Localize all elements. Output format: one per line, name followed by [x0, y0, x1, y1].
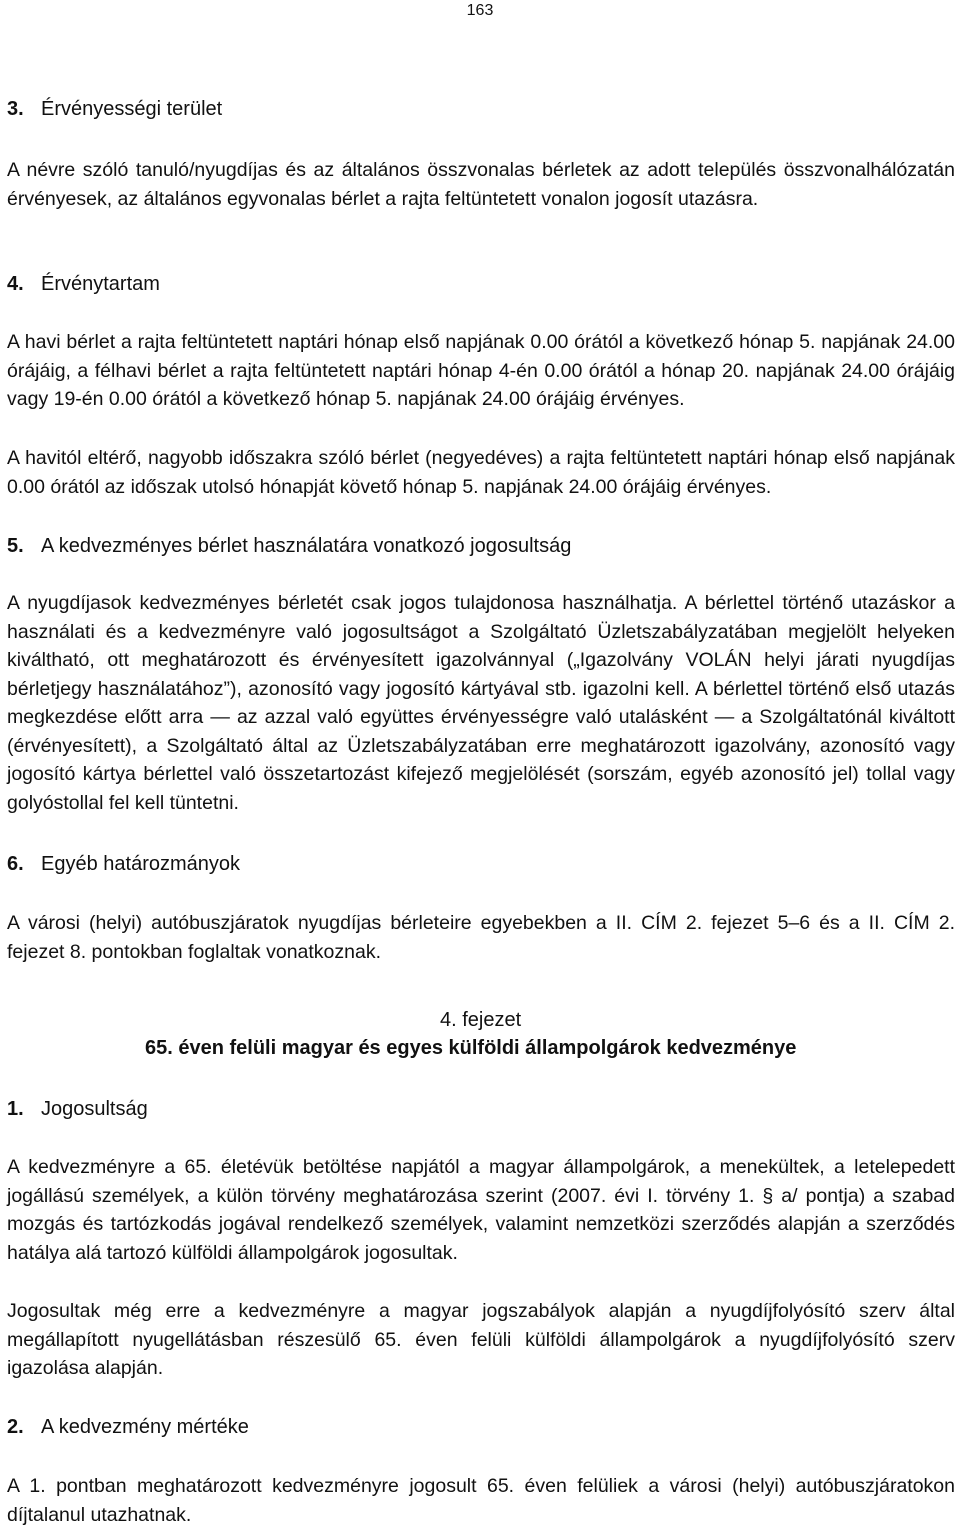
section-3-paragraph: A névre szóló tanuló/nyugdíjas és az általános összvonalas bérletek az adott település összvonalhálózatán érvényesek, az általános egyvonalas bérlet a rajta feltüntetett vonalon jogosít utazásra. [7, 159, 955, 210]
section-3-heading [7, 95, 955, 124]
jogosultsag-paragraph-1: A kedvezményre a 65. életévük betöltése napjától a magyar állampolgárok, a menekültek, a letelepedett jogállású személyek, a külön törvény meghatározása szerint (2007. évi I. törvény 1. § a/ pontja) a szabad mozgás és tartózkodás jogával rendelkező személyek, valamint nemzetközi szerződés alapján a szerződés hatálya alá tartozó külföldi állampolgárok jogosultak. [7, 1156, 955, 1264]
section-4-paragraph-2: A havitól eltérő, nagyobb időszakra szóló bérlet (negyedéves) a rajta feltüntetett naptári hónap első napjának 0.00 órától az időszak utolsó hónapját követő hónap 5. napjának 24.00 órájáig érvényes. [7, 447, 955, 498]
section-number: 5. [7, 535, 24, 557]
section-number: 1. [7, 1098, 24, 1120]
section-6-heading [7, 850, 955, 879]
page-number: 163 [466, 2, 494, 19]
section-title: A kedvezmény mértéke [41, 1416, 249, 1438]
kedvezmeny-merteke-paragraph: A 1. pontban meghatározott kedvezményre jogosult 65. éven felüliek a városi (helyi) autóbuszjáratokon díjtalanul utazhatnak. [7, 1475, 955, 1526]
section-6-paragraph: A városi (helyi) autóbuszjáratok nyugdíjas bérleteire egyebekben a II. CÍM 2. fejezet 5–6 és a II. CÍM 2. fejezet 8. pontokban foglaltak vonatkoznak. [7, 912, 955, 963]
section-4-heading [7, 270, 955, 299]
section-number: 4. [7, 273, 24, 295]
kedvezmeny-merteke-heading [7, 1413, 955, 1442]
section-title: Jogosultság [41, 1098, 148, 1120]
section-title: Érvényességi terület [41, 98, 223, 120]
section-4-paragraph-1: A havi bérlet a rajta feltüntetett naptári hónap első napjának 0.00 órától a következő hónap 5. napjának 24.00 órájáig, a félhavi bérlet a rajta feltüntetett naptári hónap 4-én 0.00 órától a hónap 20. napjának 24.00 órájáig vagy 19-én 0.00 órától a következő hónap 5. napjának 24.00 órájáig érvényes. [7, 331, 955, 410]
section-title: A kedvezményes bérlet használatára vonatkozó jogosultság [41, 535, 572, 557]
section-5-paragraph: A nyugdíjasok kedvezményes bérletét csak jogos tulajdonosa használhatja. A bérlettel történő utazáskor a használati és a kedvezményre való jogosultságot a Szolgáltató Üzletszabályzatában megjelölt helyeken kiváltható, ott meghatározott és érvényesített igazolvánnyal („Igazolvány VOLÁN helyi járati nyugdíjas bérletjegy használatához”), azonosító vagy jogosító kártyával stb. igazolni kell. A bérlettel történő első utazás megkezdése előtt arra — az azzal való együttes érvényességre való utalásként — a Szolgáltatónál kiváltott (érvényesített), a Szolgáltató által az Üzletszabályzatában erre meghatározott igazolvány, azonosító vagy jogosító kártya bérlettel való összetartozást kifejező megjelölését (sorszám, egyéb azonosító jel) tollal vagy golyóstollal fel kell tüntetni. [7, 592, 955, 814]
section-title: Érvénytartam [41, 273, 160, 295]
section-number: 2. [7, 1416, 24, 1438]
section-title: Egyéb határozmányok [41, 853, 241, 875]
section-number: 3. [7, 98, 24, 120]
section-5-heading [7, 532, 955, 561]
jogosultsag-heading [7, 1095, 955, 1124]
chapter-title: 65. éven felüli magyar és egyes külföldi állampolgárok kedvezménye [145, 1037, 797, 1059]
chapter-label: 4. fejezet [440, 1009, 522, 1031]
jogosultsag-paragraph-2: Jogosultak még erre a kedvezményre a magyar jogszabályok alapján a nyugdíjfolyósító szerv által megállapított nyugellátásban részesülő 65. éven felüli külföldi állampolgárok a nyugdíjfolyósító szerv igazolása alapján. [7, 1300, 955, 1379]
section-number: 6. [7, 853, 24, 875]
